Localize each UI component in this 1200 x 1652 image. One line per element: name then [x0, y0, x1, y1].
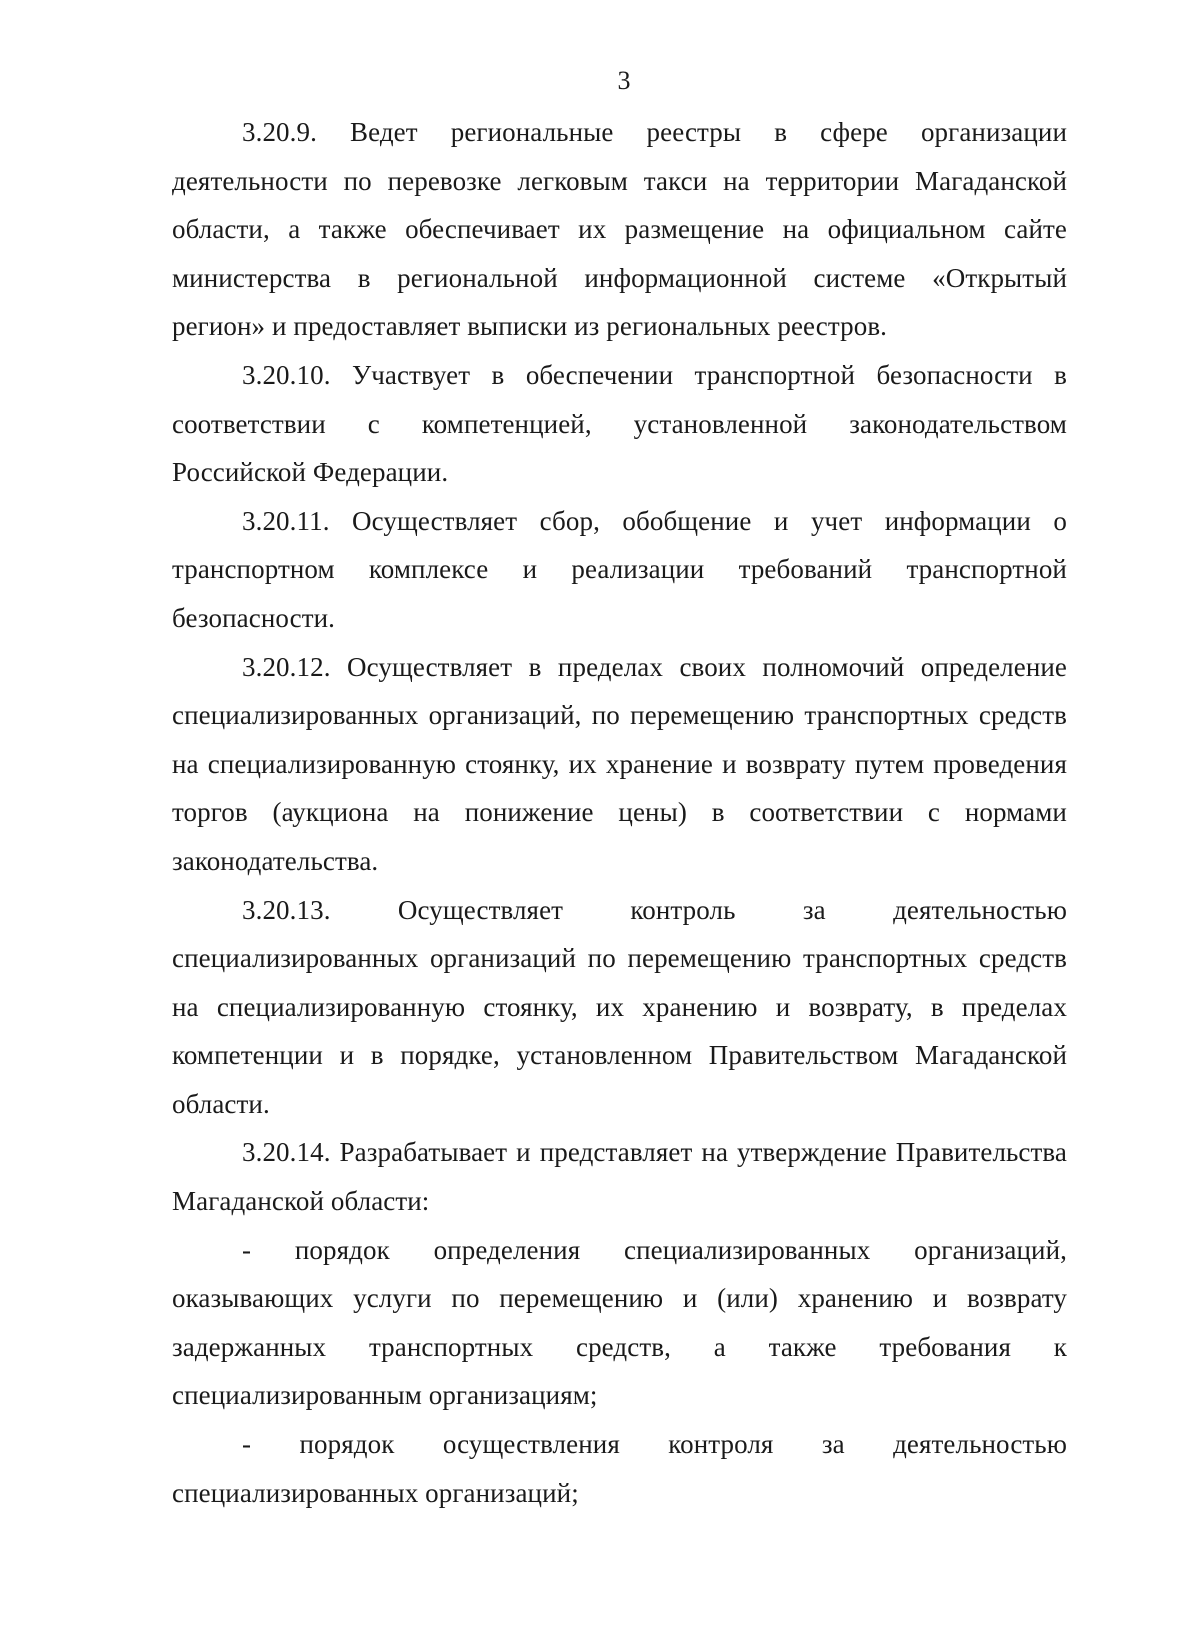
- paragraph-3-20-9: 3.20.9. Ведет региональные реестры в сфере организации деятельности по перевозке легковым такси на территории Магаданской области, а также обеспечивает их размещение на официальном сайте министерства в региональной информационной системе «Открытый регион» и предоставляет выписки из региональных реестров.: [172, 117, 1067, 342]
- paragraph-3-20-12: 3.20.12. Осуществляет в пределах своих полномочий определение специализированных организаций, по перемещению транспортных средств на специализированную стоянку, их хранение и возврату путем проведения торгов (аукциона на понижение цены) в соответствии с нормами законодательства.: [172, 651, 1067, 876]
- page-number: 3: [617, 66, 631, 95]
- document-body: [172, 108, 1067, 1517]
- list-item-procedure-control: - порядок осуществления контроля за деятельностью специализированных организаций;: [172, 1429, 1067, 1508]
- paragraph-3-20-14: 3.20.14. Разрабатывает и представляет на утверждение Правительства Магаданской области:: [172, 1137, 1067, 1217]
- paragraph-3-20-13: 3.20.13. Осуществляет контроль за деятельностью специализированных организаций по перемещению транспортных средств на специализированную стоянку, их хранению и возврату, в пределах компетенции и в порядке, установленном Правительством Магаданской области.: [172, 894, 1067, 1119]
- paragraph-3-20-11: 3.20.11. Осуществляет сбор, обобщение и учет информации о транспортном комплексе и реализации требований транспортной безопасности.: [172, 505, 1067, 633]
- list-item-procedure-definition: - порядок определения специализированных организаций, оказывающих услуги по перемещению и (или) хранению и возврату задержанных транспортных средств, а также требования к специализированным организациям;: [172, 1234, 1067, 1411]
- paragraph-3-20-10: 3.20.10. Участвует в обеспечении транспортной безопасности в соответствии с компетенцией, установленной законодательством Российской Федерации.: [172, 359, 1067, 488]
